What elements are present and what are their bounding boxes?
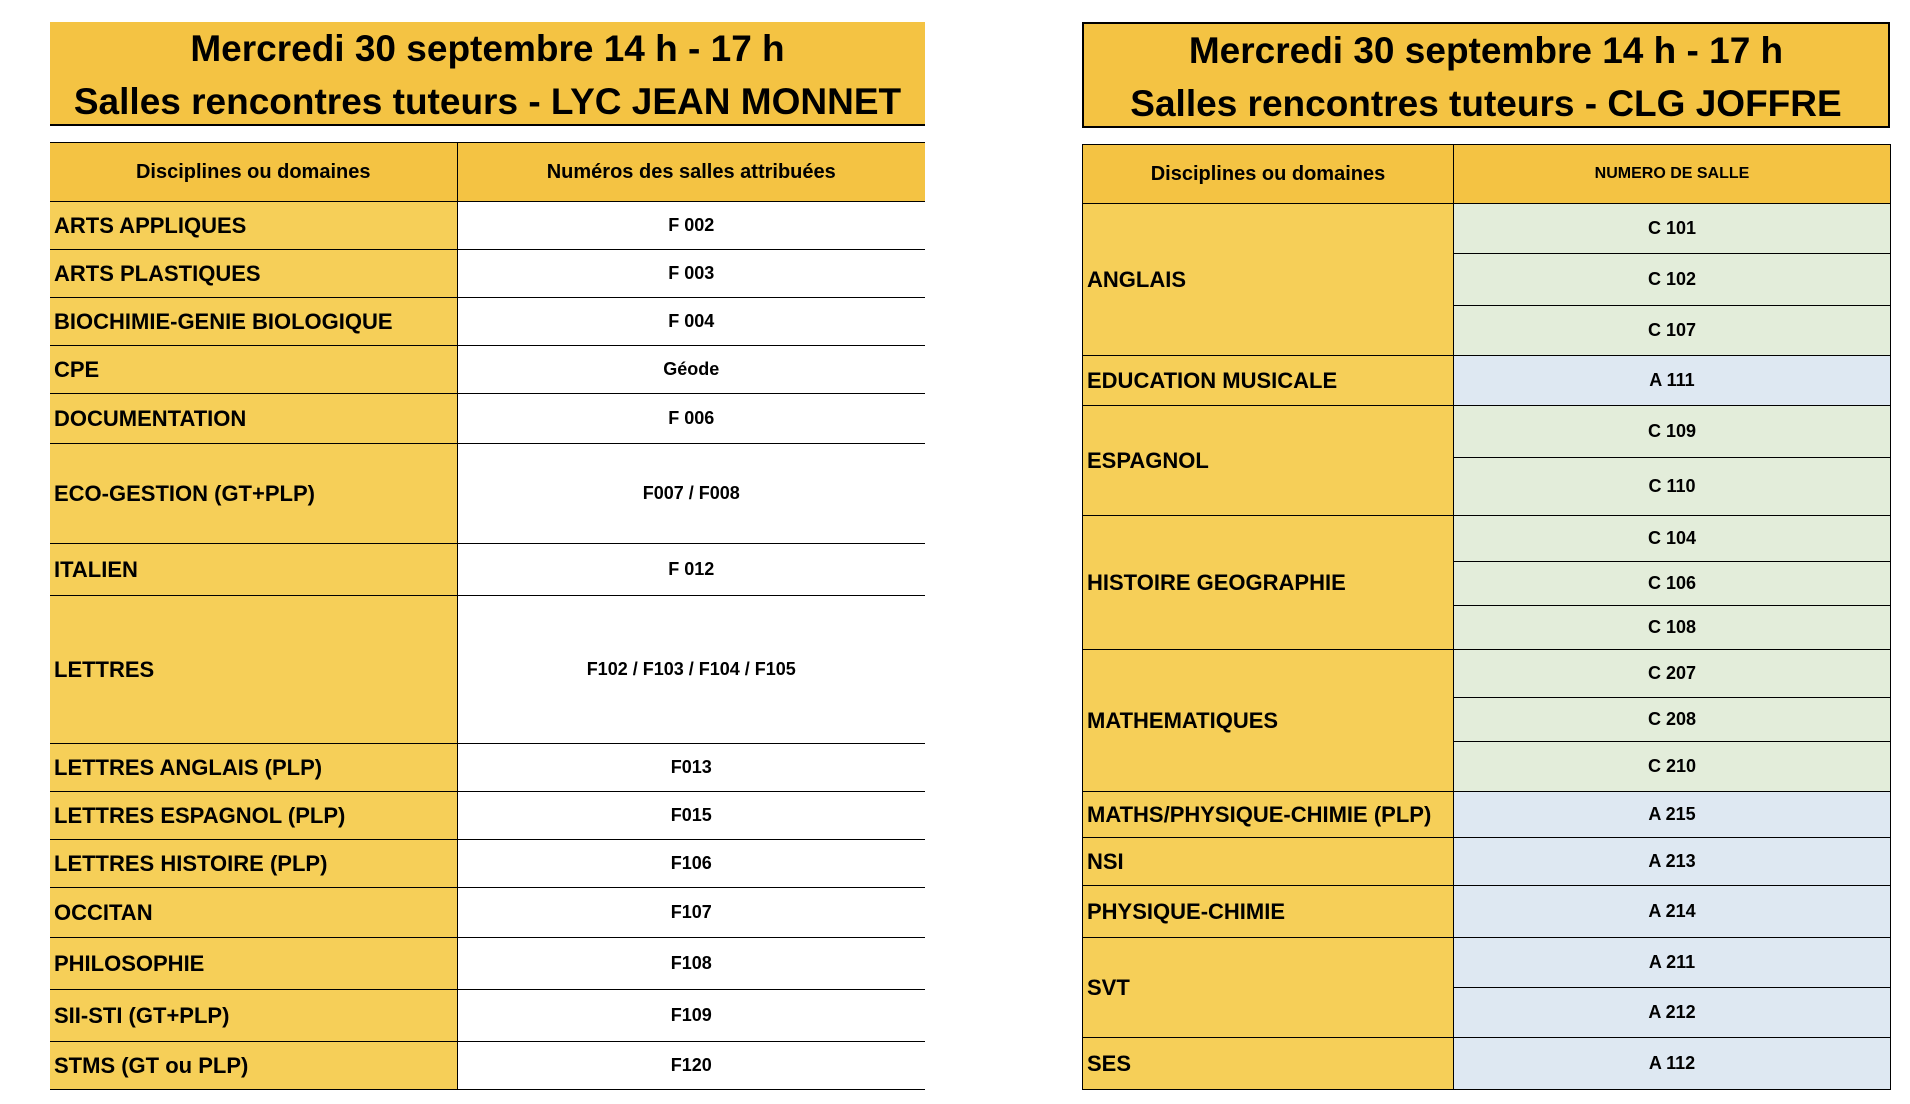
discipline-cell: SES xyxy=(1083,1038,1454,1090)
left-table-row xyxy=(50,938,925,990)
discipline-cell: ESPAGNOL xyxy=(1083,406,1454,516)
room-cell: F108 xyxy=(457,938,925,990)
discipline-cell: STMS (GT ou PLP) xyxy=(50,1042,457,1090)
discipline-cell: ARTS APPLIQUES xyxy=(50,202,457,250)
discipline-cell: ARTS PLASTIQUES xyxy=(50,250,457,298)
discipline-cell: ITALIEN xyxy=(50,544,457,596)
room-cell: C 104 xyxy=(1454,516,1891,562)
room-cell: F102 / F103 / F104 / F105 xyxy=(457,596,925,744)
room-cell: A 214 xyxy=(1454,886,1891,938)
left-table xyxy=(50,142,925,1090)
discipline-cell: BIOCHIMIE-GENIE BIOLOGIQUE xyxy=(50,298,457,346)
room-cell: Géode xyxy=(457,346,925,394)
right-table-row xyxy=(1083,650,1891,698)
room-cell: C 110 xyxy=(1454,458,1891,516)
left-table-row xyxy=(50,1042,925,1090)
discipline-cell: OCCITAN xyxy=(50,888,457,938)
room-cell: F107 xyxy=(457,888,925,938)
discipline-cell: ECO-GESTION (GT+PLP) xyxy=(50,444,457,544)
left-table-row xyxy=(50,744,925,792)
right-table xyxy=(1082,144,1891,1090)
room-cell: A 212 xyxy=(1454,988,1891,1038)
left-col-rooms: Numéros des salles attribuées xyxy=(457,143,925,202)
right-col-rooms: NUMERO DE SALLE xyxy=(1454,145,1891,204)
left-table-row xyxy=(50,202,925,250)
room-cell: C 109 xyxy=(1454,406,1891,458)
left-table-row xyxy=(50,544,925,596)
room-cell: C 208 xyxy=(1454,698,1891,742)
room-cell: F 006 xyxy=(457,394,925,444)
discipline-cell: MATHS/PHYSIQUE-CHIMIE (PLP) xyxy=(1083,792,1454,838)
right-table-row xyxy=(1083,204,1891,254)
left-col-disciplines: Disciplines ou domaines xyxy=(50,143,457,202)
left-table-row xyxy=(50,840,925,888)
room-cell: F 003 xyxy=(457,250,925,298)
discipline-cell: CPE xyxy=(50,346,457,394)
room-cell: A 211 xyxy=(1454,938,1891,988)
right-table-row xyxy=(1083,938,1891,988)
right-title xyxy=(1082,22,1890,128)
room-cell: F 012 xyxy=(457,544,925,596)
discipline-cell: MATHEMATIQUES xyxy=(1083,650,1454,792)
left-table-row xyxy=(50,596,925,744)
discipline-cell: SII-STI (GT+PLP) xyxy=(50,990,457,1042)
room-cell: F109 xyxy=(457,990,925,1042)
discipline-cell: EDUCATION MUSICALE xyxy=(1083,356,1454,406)
right-table-row xyxy=(1083,838,1891,886)
left-table-row xyxy=(50,444,925,544)
discipline-cell: DOCUMENTATION xyxy=(50,394,457,444)
discipline-cell: ANGLAIS xyxy=(1083,204,1454,356)
room-cell: A 112 xyxy=(1454,1038,1891,1090)
room-cell: F120 xyxy=(457,1042,925,1090)
left-table-row xyxy=(50,888,925,938)
right-title-line2: Salles rencontres tuteurs - CLG JOFFRE xyxy=(1130,83,1842,124)
left-table-row xyxy=(50,346,925,394)
left-table-row xyxy=(50,394,925,444)
discipline-cell: PHILOSOPHIE xyxy=(50,938,457,990)
clg-joffre-panel xyxy=(1082,22,1890,1090)
room-cell: F106 xyxy=(457,840,925,888)
room-cell: C 101 xyxy=(1454,204,1891,254)
discipline-cell: LETTRES xyxy=(50,596,457,744)
room-cell: A 215 xyxy=(1454,792,1891,838)
room-cell: C 106 xyxy=(1454,562,1891,606)
room-cell: A 111 xyxy=(1454,356,1891,406)
discipline-cell: PHYSIQUE-CHIMIE xyxy=(1083,886,1454,938)
discipline-cell: LETTRES HISTOIRE (PLP) xyxy=(50,840,457,888)
right-table-row xyxy=(1083,886,1891,938)
room-cell: C 102 xyxy=(1454,254,1891,306)
left-table-row xyxy=(50,298,925,346)
discipline-cell: LETTRES ESPAGNOL (PLP) xyxy=(50,792,457,840)
right-table-row xyxy=(1083,516,1891,562)
right-title-line1: Mercredi 30 septembre 14 h - 17 h xyxy=(1188,30,1784,71)
room-cell: F013 xyxy=(457,744,925,792)
discipline-cell: SVT xyxy=(1083,938,1454,1038)
room-cell: C 108 xyxy=(1454,606,1891,650)
room-cell: C 210 xyxy=(1454,742,1891,792)
right-table-row xyxy=(1083,1038,1891,1090)
left-table-row xyxy=(50,792,925,840)
right-table-row xyxy=(1083,792,1891,838)
right-table-row xyxy=(1083,356,1891,406)
discipline-cell: NSI xyxy=(1083,838,1454,886)
lyc-jean-monnet-panel xyxy=(50,22,925,1090)
room-cell: F 002 xyxy=(457,202,925,250)
discipline-cell: LETTRES ANGLAIS (PLP) xyxy=(50,744,457,792)
room-cell: F 004 xyxy=(457,298,925,346)
room-cell: F015 xyxy=(457,792,925,840)
room-cell: C 207 xyxy=(1454,650,1891,698)
left-title-line2: Salles rencontres tuteurs - LYC JEAN MONNET xyxy=(73,81,902,122)
left-table-row xyxy=(50,250,925,298)
room-cell: C 107 xyxy=(1454,306,1891,356)
left-table-row xyxy=(50,990,925,1042)
left-title xyxy=(50,22,925,126)
discipline-cell: HISTOIRE GEOGRAPHIE xyxy=(1083,516,1454,650)
room-cell: F007 / F008 xyxy=(457,444,925,544)
left-title-line1: Mercredi 30 septembre 14 h - 17 h xyxy=(190,28,785,69)
room-cell: A 213 xyxy=(1454,838,1891,886)
right-table-row xyxy=(1083,406,1891,458)
right-col-disciplines: Disciplines ou domaines xyxy=(1083,145,1454,204)
